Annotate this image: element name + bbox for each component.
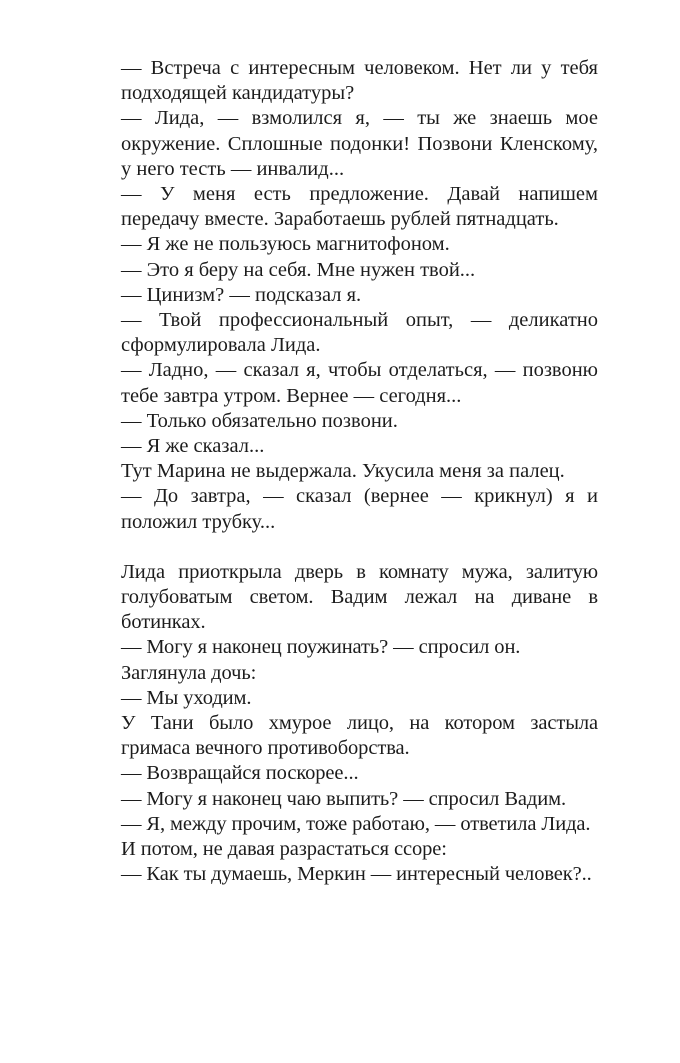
paragraph: — Ладно, — сказал я, чтобы отделаться, — позвоню тебе завтра утром. Вернее — сегодня... <box>121 359 598 407</box>
paragraph: — Цинизм? — подсказал я. <box>121 283 362 306</box>
paragraph: — Встреча с интересным человеком. Нет ли у тебя подходящей кандидатуры? <box>121 57 598 105</box>
paragraph: Заглянула дочь: <box>121 661 257 684</box>
paragraph: — Могу я наконец чаю выпить? — спросил Вадим. <box>121 787 567 810</box>
book-page <box>122 56 598 888</box>
paragraph: — Это я беру на себя. Мне нужен твой... <box>121 258 476 281</box>
paragraph: У Тани было хмурое лицо, на котором застыла гримаса вечного противоборства. <box>121 712 598 760</box>
paragraph: — У меня есть предложение. Давай напишем передачу вместе. Заработаешь рублей пятнадцать. <box>121 183 598 231</box>
paragraph: — Я же сказал... <box>121 435 265 458</box>
paragraph: — Как ты думаешь, Меркин — интересный человек?.. <box>121 863 592 886</box>
paragraph: — Возвращайся поскорее... <box>121 762 359 785</box>
paragraph: — Лида, — взмолился я, — ты же знаешь мое окружение. Сплошные подонки! Позвони Кленскому, у него тесть — инвалид... <box>121 107 598 180</box>
paragraph: — Я же не пользуюсь магнитофоном. <box>121 233 450 256</box>
paragraph: — Могу я наконец поужинать? — спросил он. <box>121 636 521 659</box>
paragraph: — Твой профессиональный опыт, — деликатно сформулировала Лида. <box>121 309 598 357</box>
section-1 <box>121 56 598 535</box>
paragraph: Лида приоткрыла дверь в комнату мужа, залитую голубоватым светом. Вадим лежал на диване в ботинках. <box>121 560 598 634</box>
paragraph: — Только обязательно позвони. <box>121 409 398 432</box>
section-2 <box>121 560 598 888</box>
paragraph: Тут Марина не выдержала. Укусила меня за палец. <box>121 460 565 483</box>
paragraph: — До завтра, — сказал (вернее — крикнул) я и положил трубку... <box>121 485 598 533</box>
section-break <box>122 535 598 560</box>
paragraph: — Мы уходим. <box>121 686 252 709</box>
paragraph: — Я, между прочим, тоже работаю, — ответила Лида. <box>121 812 591 835</box>
paragraph: И потом, не давая разрастаться ссоре: <box>121 838 447 861</box>
